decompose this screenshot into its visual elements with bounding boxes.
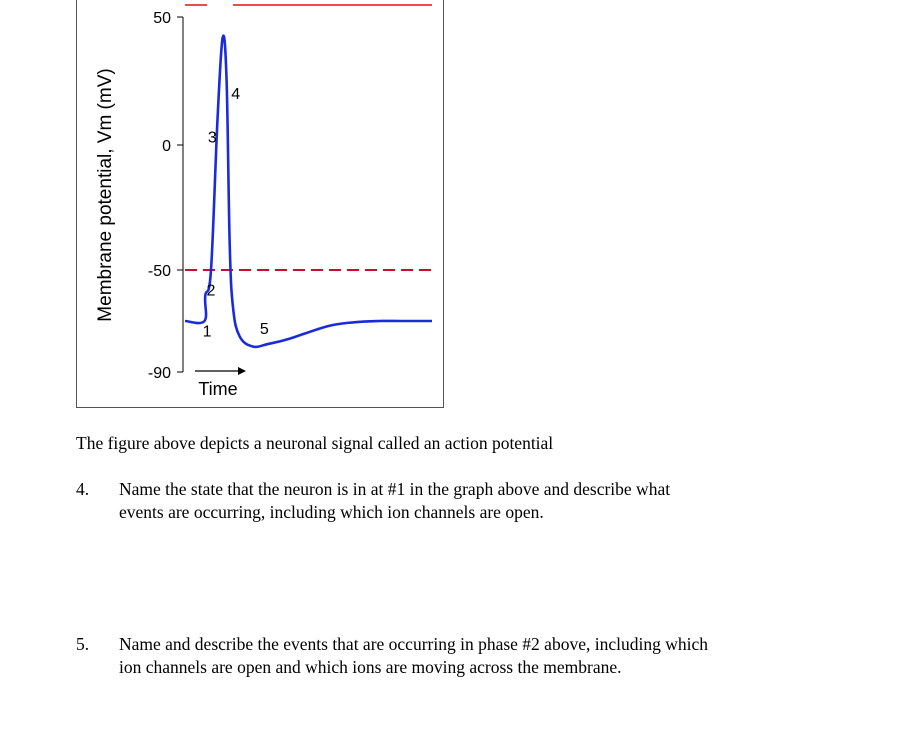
phase-label-1: 1 <box>202 323 212 341</box>
y-tick-label: -90 <box>147 365 171 382</box>
question-line: Name and describe the events that are occurring in phase #2 above, including which <box>119 634 708 654</box>
action-potential-chart <box>77 0 445 408</box>
y-tick-label: 0 <box>162 138 171 155</box>
action-potential-figure <box>76 0 444 408</box>
question-line: ion channels are open and which ions are moving across the membrane. <box>119 657 622 677</box>
question-text <box>119 633 839 679</box>
question-line: Name the state that the neuron is in at #1 in the graph above and describe what <box>119 479 671 499</box>
y-axis-label: Membrane potential, Vm (mV) <box>95 68 116 322</box>
time-arrow-head <box>238 367 246 375</box>
y-tick-label: 50 <box>153 10 171 27</box>
y-axis-ticks <box>148 10 183 382</box>
phase-label-3: 3 <box>207 129 217 147</box>
phase-label-5: 5 <box>259 320 269 338</box>
action-potential-trace <box>185 36 432 347</box>
phase-label-4: 4 <box>231 85 241 103</box>
question-number: 4. <box>76 479 90 499</box>
question-line: events are occurring, including which ion channels are open. <box>119 502 544 522</box>
phase-label-2: 2 <box>206 282 216 300</box>
y-tick-label: -50 <box>147 263 171 280</box>
intro-text: The figure above depicts a neuronal signal called an action potential <box>76 433 554 453</box>
question-number: 5. <box>76 634 90 654</box>
x-axis-label: Time <box>198 379 238 399</box>
question-text <box>119 478 839 524</box>
